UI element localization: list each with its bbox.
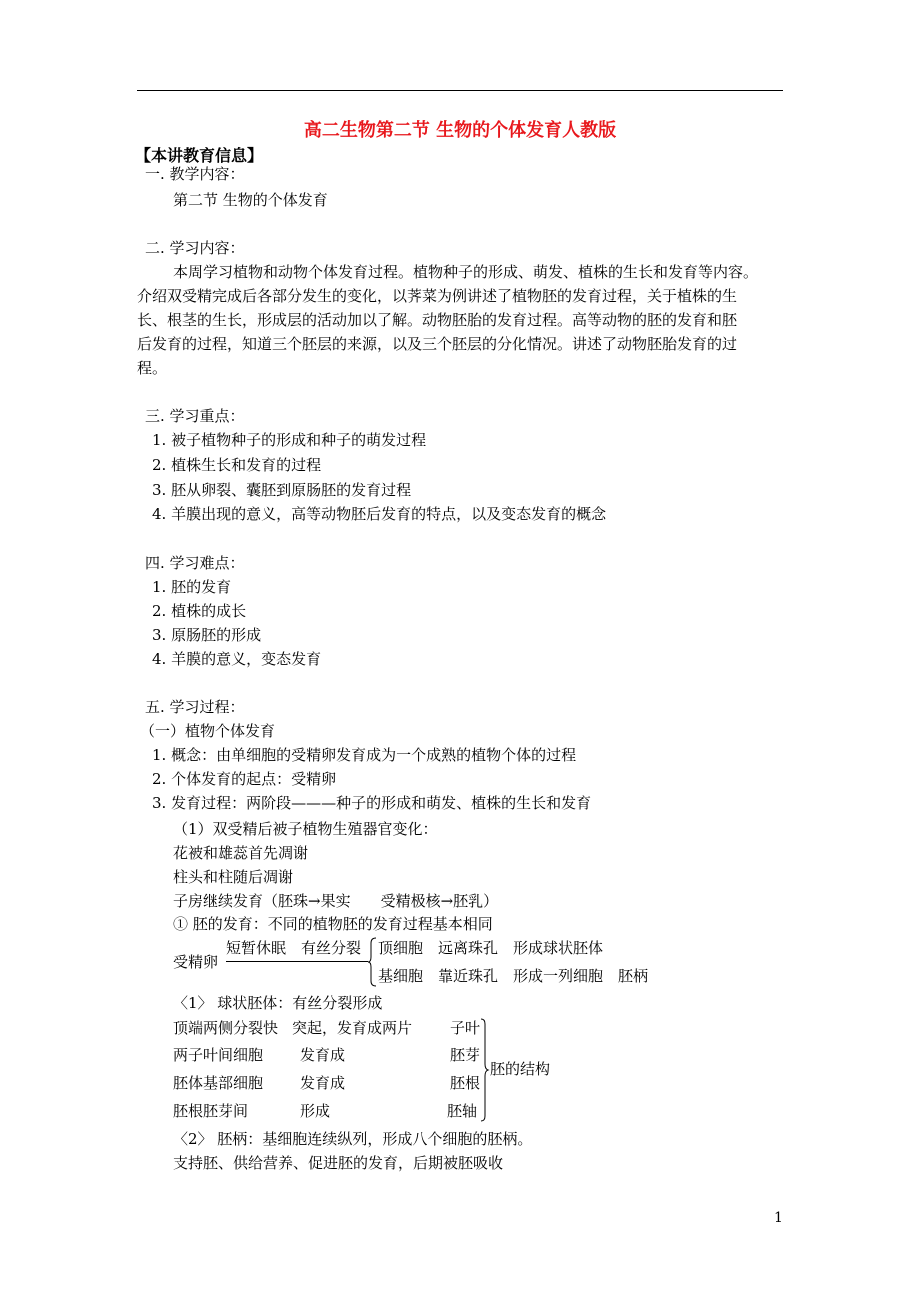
table-cell: 发育成 — [300, 1074, 346, 1092]
paragraph-line: 柱头和柱随后凋谢 — [173, 868, 294, 886]
paragraph-line: 〈2〉 胚柄：基细胞连续纵列，形成八个细胞的胚柄。 — [173, 1130, 533, 1148]
list-item: 2. 植株的成长 — [152, 602, 247, 620]
paragraph-line: ① 胚的发育：不同的植物胚的发育过程基本相同 — [173, 915, 493, 933]
section-heading: 四. 学习难点： — [145, 554, 245, 572]
section-heading: 三. 学习重点： — [145, 407, 245, 425]
paragraph-line: 长、根茎的生长，形成层的活动加以了解。动物胚胎的发育过程。高等动物的胚的发育和胚 — [137, 311, 738, 329]
document-title: 高二生物第二节 生物的个体发育人教版 — [303, 120, 617, 141]
diagram-start: 受精卵 — [173, 953, 219, 971]
list-item: 4. 羊膜的意义，变态发育 — [152, 650, 322, 668]
table-cell: 两子叶间细胞 — [173, 1046, 264, 1064]
list-item: 3. 原肠胚的形成 — [152, 626, 262, 644]
table-cell: 突起，发育成两片 — [292, 1019, 413, 1037]
diagram-branch-bottom: 基细胞 靠近珠孔 形成一列细胞 胚柄 — [378, 967, 649, 985]
info-heading: 【本讲教育信息】 — [135, 146, 264, 165]
paragraph-line: 花被和雄蕊首先凋谢 — [173, 844, 309, 862]
list-item: 3. 胚从卵裂、囊胚到原肠胚的发育过程 — [152, 481, 412, 499]
subsection-heading: （一）植物个体发育 — [140, 722, 276, 740]
list-item: 1. 被子植物种子的形成和种子的萌发过程 — [152, 431, 427, 449]
left-brace-icon — [368, 937, 377, 987]
paragraph-line: 本周学习植物和动物个体发育过程。植物种子的形成、萌发、植株的生长和发育等内容。 — [173, 263, 759, 281]
diagram-arrow-label: 短暂休眠 有丝分裂 — [226, 939, 362, 957]
paragraph-line: 支持胚、供给营养、促进胚的发育，后期被胚吸收 — [173, 1154, 504, 1172]
paragraph-line: 〈1〉 球状胚体：有丝分裂形成 — [173, 994, 383, 1012]
paragraph-line: 介绍双受精完成后各部分发生的变化，以荠菜为例讲述了植物胚的发育过程，关于植株的生 — [137, 287, 738, 305]
section-heading: 二. 学习内容： — [145, 239, 245, 257]
table-cell: 形成 — [300, 1102, 331, 1120]
paragraph-line: 后发育的过程，知道三个胚层的来源，以及三个胚层的分化情况。讲述了动物胚胎发育的过 — [137, 335, 738, 353]
diagram-branch-top: 顶细胞 远离珠孔 形成球状胚体 — [378, 939, 604, 957]
table-cell: 胚根 — [450, 1074, 481, 1092]
paragraph-line: 程。 — [137, 359, 168, 377]
list-item: 4. 羊膜出现的意义，高等动物胚后发育的特点，以及变态发育的概念 — [152, 505, 607, 523]
section-heading: 五. 学习过程： — [145, 698, 245, 716]
table-cell: 胚轴 — [447, 1102, 478, 1120]
page-number: 1 — [774, 1210, 783, 1226]
header-rule — [137, 90, 783, 91]
paragraph-line: 子房继续发育（胚珠→果实 受精极核→胚乳） — [173, 892, 499, 910]
section-text: 第二节 生物的个体发育 — [173, 191, 328, 209]
table-label: 胚的结构 — [490, 1060, 551, 1078]
right-brace-icon — [480, 1018, 489, 1122]
table-cell: 子叶 — [450, 1019, 481, 1037]
table-cell: 顶端两侧分裂快 — [173, 1019, 279, 1037]
list-item: 1. 胚的发育 — [152, 578, 232, 596]
paragraph-line: （1）双受精后被子植物生殖器官变化： — [173, 820, 438, 838]
list-item: 2. 植株生长和发育的过程 — [152, 456, 322, 474]
table-cell: 胚体基部细胞 — [173, 1074, 264, 1092]
list-item: 3. 发育过程：两阶段———种子的形成和萌发、植株的生长和发育 — [152, 794, 592, 812]
table-cell: 发育成 — [300, 1046, 346, 1064]
list-item: 2. 个体发育的起点：受精卵 — [152, 770, 337, 788]
diagram-arrow-line — [226, 961, 368, 962]
section-heading: 一. 教学内容： — [145, 165, 245, 183]
list-item: 1. 概念：由单细胞的受精卵发育成为一个成熟的植物个体的过程 — [152, 746, 577, 764]
table-cell: 胚芽 — [450, 1046, 481, 1064]
table-cell: 胚根胚芽间 — [173, 1102, 249, 1120]
